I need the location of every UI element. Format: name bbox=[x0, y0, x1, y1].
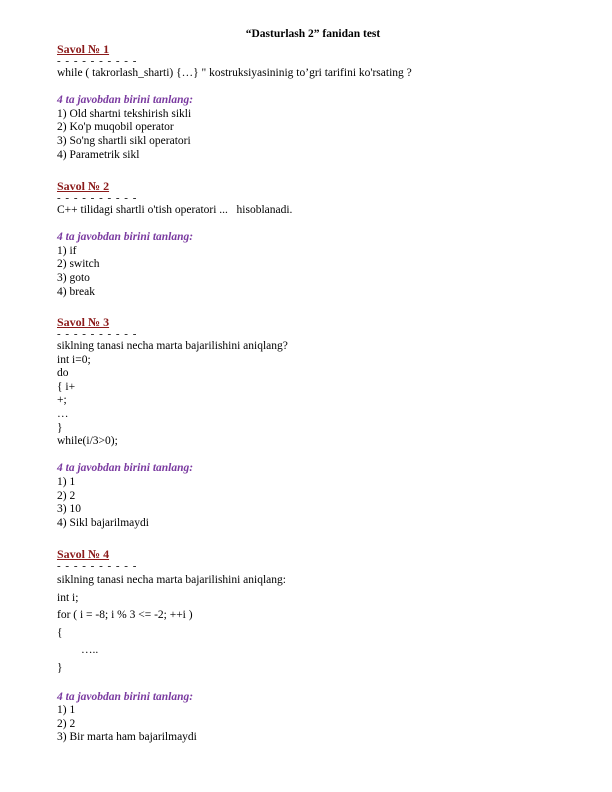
question-text: siklning tanasi necha marta bajarilishini aniqlang: bbox=[57, 574, 286, 586]
code-line: int i=0; bbox=[57, 353, 91, 366]
answer-prompt: 4 ta javobdan birini tanlang: bbox=[57, 690, 194, 703]
answer-option-4: 4) Sikl bajarilmaydi bbox=[57, 516, 149, 529]
question-heading: Savol № 2 bbox=[57, 179, 110, 193]
code-line: { bbox=[57, 626, 63, 639]
answer-prompt: 4 ta javobdan birini tanlang: bbox=[57, 462, 194, 475]
answer-option-1: 1) if bbox=[57, 244, 77, 257]
code-line: } bbox=[57, 661, 63, 674]
question-heading: Savol № 1 bbox=[57, 42, 110, 56]
question-4 bbox=[57, 547, 577, 745]
answer-option-2: 2) switch bbox=[57, 258, 100, 271]
separator: - - - - - - - - - - bbox=[57, 192, 138, 204]
code-line: } bbox=[57, 421, 63, 434]
answer-option-1: 1) 1 bbox=[57, 475, 76, 488]
code-line: int i; bbox=[57, 591, 79, 604]
question-heading: Savol № 4 bbox=[57, 547, 110, 561]
separator: - - - - - - - - - - bbox=[57, 560, 138, 572]
question-text: C++ tilidagi shartli o'tish operatori ... hisoblanadi. bbox=[57, 204, 293, 216]
code-line: +; bbox=[57, 394, 67, 407]
answer-option-1: 1) Old shartni tekshirish sikli bbox=[57, 107, 192, 120]
answer-option-4: 4) Parametrik sikl bbox=[57, 148, 140, 161]
answer-option-1: 1) 1 bbox=[57, 704, 76, 717]
separator: - - - - - - - - - - bbox=[57, 55, 138, 67]
question-heading: Savol № 3 bbox=[57, 315, 110, 329]
code-line: for ( i = -8; i % 3 <= -2; ++i ) bbox=[57, 609, 193, 621]
question-text: siklning tanasi necha marta bajarilishini aniqlang? bbox=[57, 340, 288, 352]
answer-option-3: 3) Bir marta ham bajarilmaydi bbox=[57, 731, 197, 744]
answer-option-3: 3) goto bbox=[57, 271, 90, 284]
answer-option-3: 3) So'ng shartli sikl operatori bbox=[57, 134, 191, 147]
document-title: “Dasturlash 2” fanidan test bbox=[245, 28, 381, 40]
answer-option-4: 4) break bbox=[57, 285, 95, 298]
answer-prompt: 4 ta javobdan birini tanlang: bbox=[57, 94, 194, 107]
code-line: { i+ bbox=[57, 380, 76, 393]
answer-option-3: 3) 10 bbox=[57, 503, 81, 516]
code-line: while(i/3>0); bbox=[57, 435, 118, 448]
answer-option-2: 2) Ko'p muqobil operator bbox=[57, 121, 174, 134]
question-2 bbox=[57, 179, 577, 299]
question-3 bbox=[57, 315, 577, 530]
answer-prompt: 4 ta javobdan birini tanlang: bbox=[57, 231, 194, 244]
code-line: … bbox=[57, 407, 69, 420]
answer-option-2: 2) 2 bbox=[57, 717, 76, 730]
question-text: while ( takrorlash_sharti) {…} " kostruksiyasininig to’gri tarifini ko'rsating ? bbox=[57, 67, 412, 79]
question-1 bbox=[57, 42, 577, 162]
code-line: do bbox=[57, 367, 69, 380]
separator: - - - - - - - - - - bbox=[57, 328, 138, 340]
answer-option-2: 2) 2 bbox=[57, 489, 76, 502]
code-line: ….. bbox=[81, 644, 99, 656]
